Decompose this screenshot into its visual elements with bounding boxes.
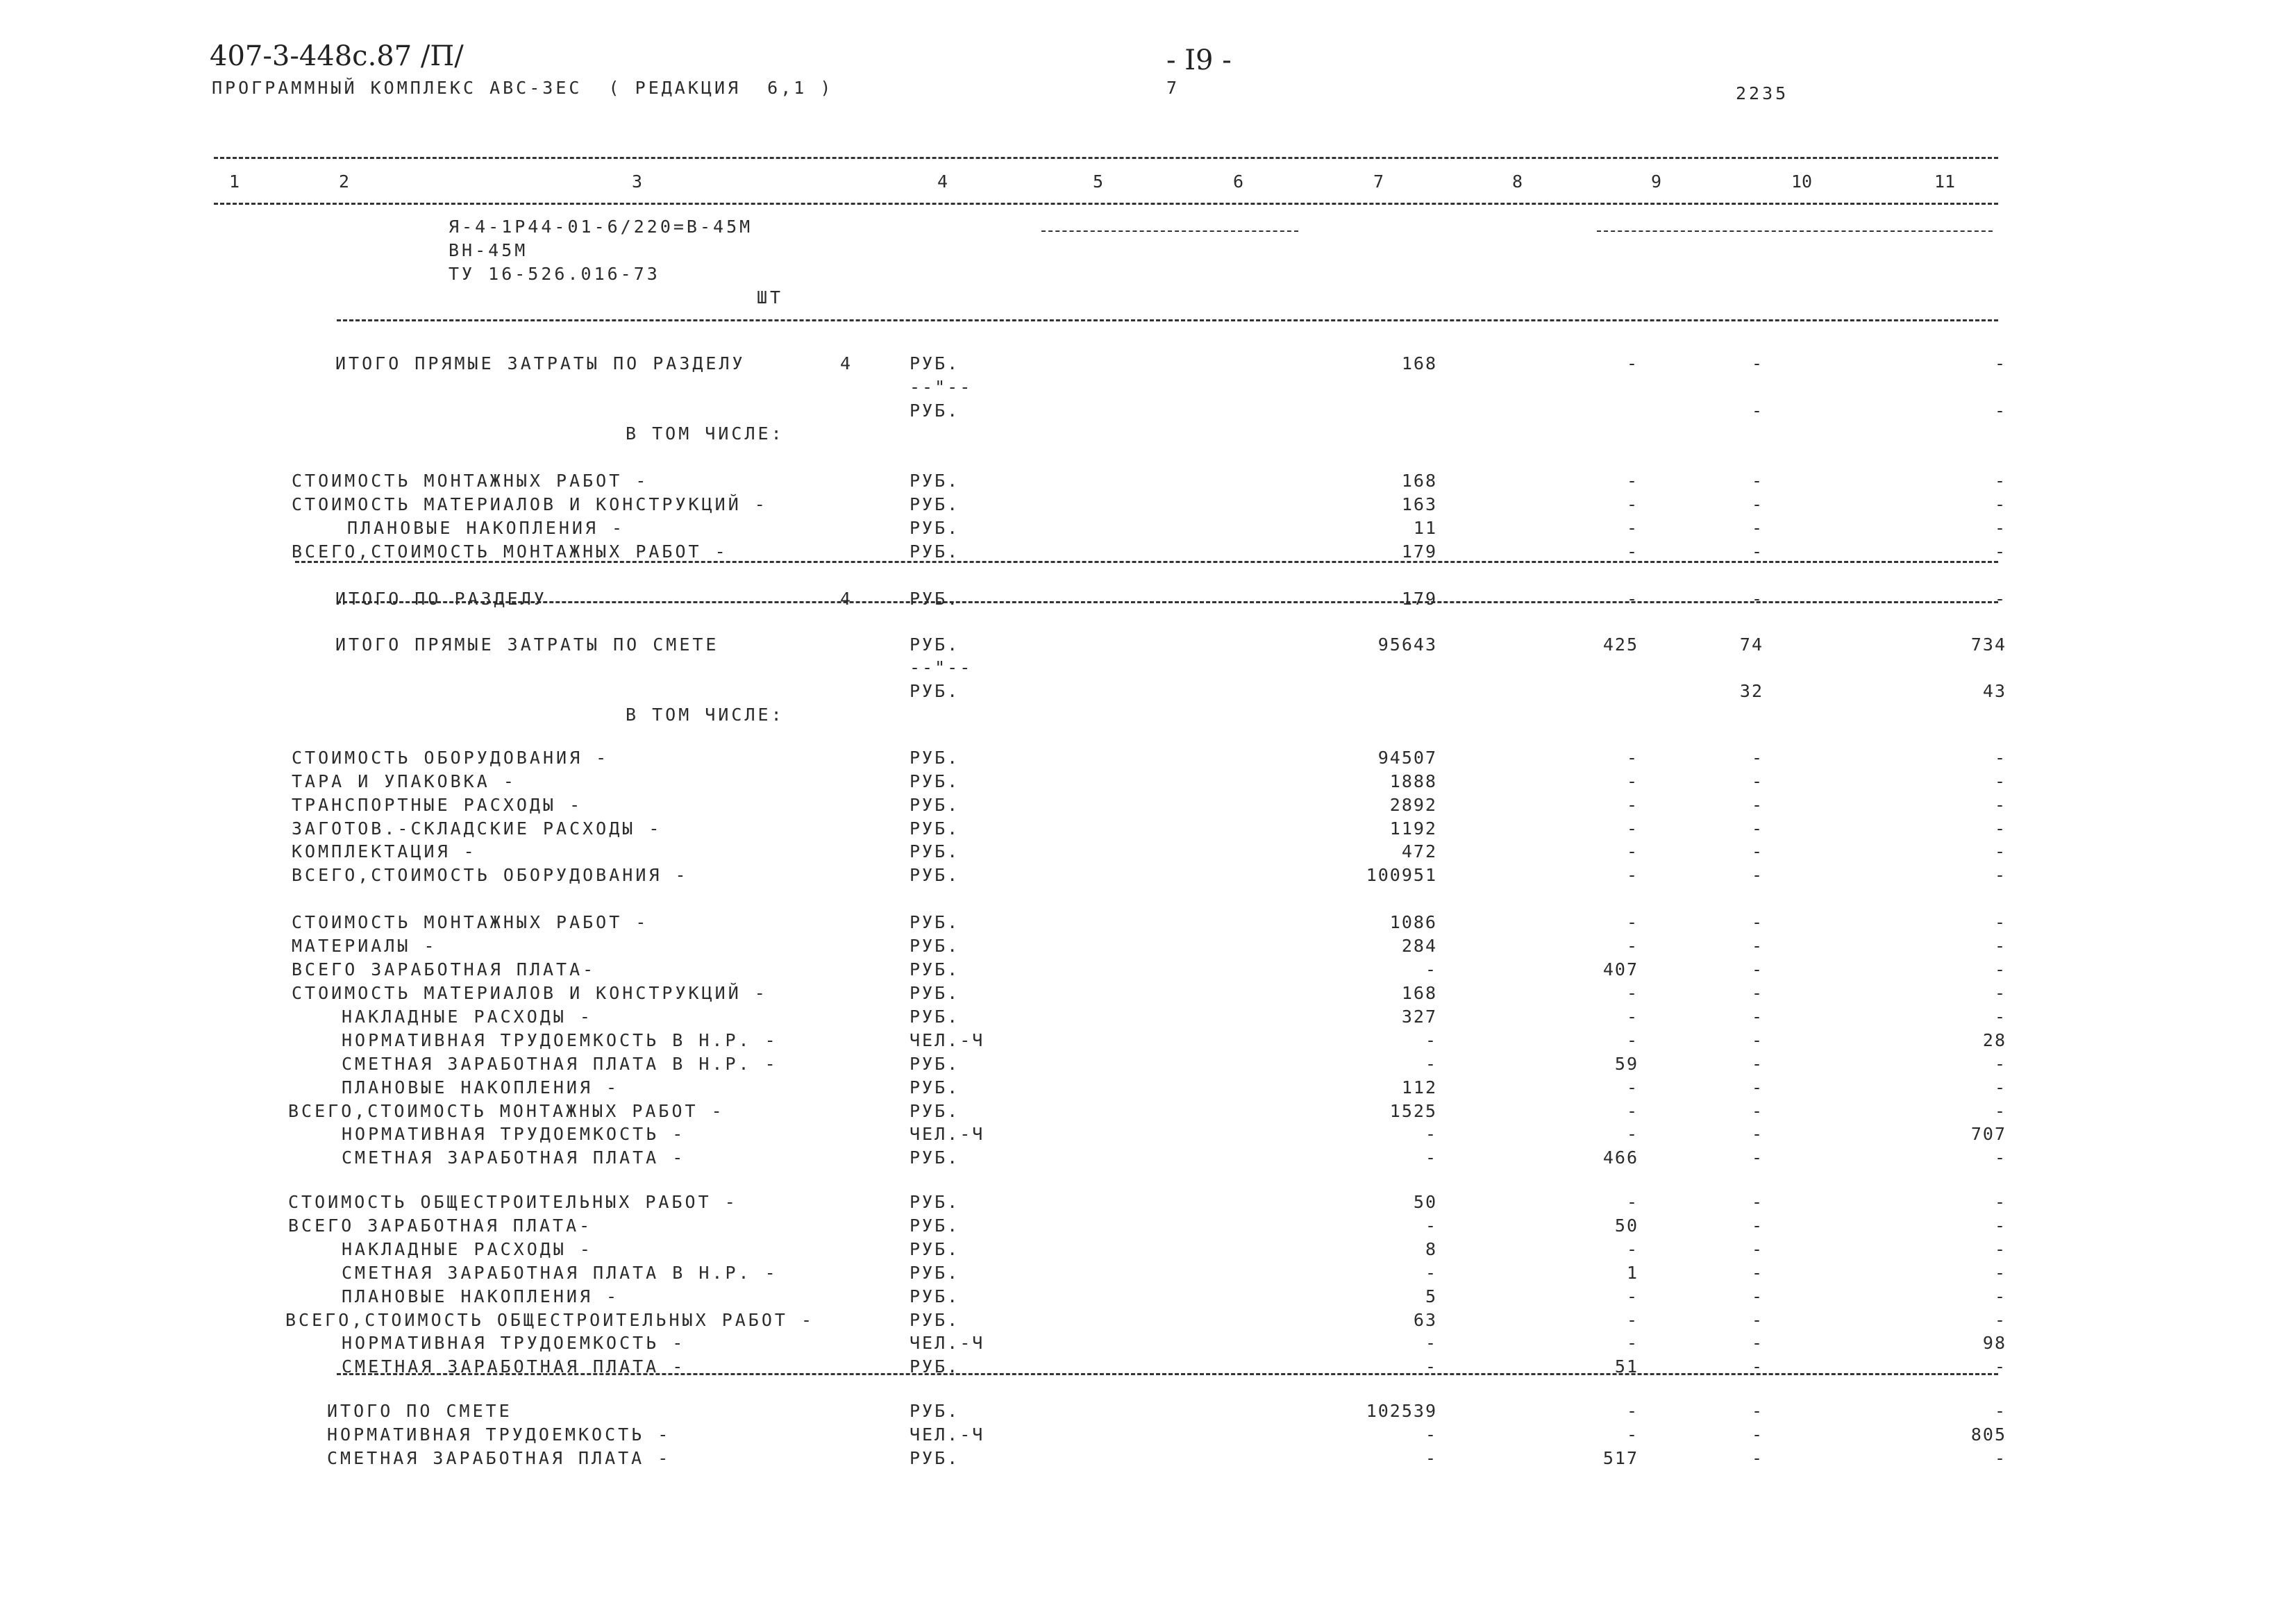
column-header: 1: [229, 171, 240, 192]
row-unit: РУБ.: [910, 936, 960, 956]
row-unit: РУБ.: [910, 401, 960, 421]
cell-col9: -: [1751, 748, 1763, 768]
row-unit: --"--: [910, 377, 973, 397]
cell-col11: -: [1994, 589, 2006, 609]
cell-col8: -: [1626, 494, 1639, 514]
cell-col11: 734: [1970, 634, 2006, 655]
cell-col7: 50: [1413, 1192, 1437, 1212]
cell-col8: -: [1626, 1007, 1639, 1027]
item-unit: ШТ: [757, 287, 784, 308]
cell-col9: -: [1751, 1356, 1763, 1377]
cell-col9: -: [1751, 1263, 1763, 1283]
column-header: 10: [1791, 171, 1813, 192]
row-unit: ЧЕЛ.-Ч: [910, 1030, 985, 1050]
cell-col11: -: [1994, 865, 2006, 885]
row-unit: РУБ.: [910, 1239, 960, 1259]
cell-col11: -: [1994, 353, 2006, 373]
row-unit: --"--: [910, 657, 973, 678]
row-label: СМЕТНАЯ ЗАРАБОТНАЯ ПЛАТА В Н.Р. -: [342, 1263, 778, 1283]
cell-col8: -: [1626, 818, 1639, 839]
cell-col8: -: [1626, 771, 1639, 791]
row-unit: РУБ.: [910, 494, 960, 514]
column-header: 11: [1934, 171, 1956, 192]
cell-col11: -: [1994, 936, 2006, 956]
cell-col7: 179: [1401, 541, 1437, 562]
row-label: СТОИМОСТЬ ОБЩЕСТРОИТЕЛЬНЫХ РАБОТ -: [288, 1192, 738, 1212]
row-label: СМЕТНАЯ ЗАРАБОТНАЯ ПЛАТА -: [342, 1356, 686, 1377]
cell-col9: -: [1751, 401, 1763, 421]
row-unit: РУБ.: [910, 1077, 960, 1098]
cell-col8: -: [1626, 471, 1639, 491]
cell-col7: 95643: [1377, 634, 1437, 655]
row-label: СТОИМОСТЬ МАТЕРИАЛОВ И КОНСТРУКЦИЙ -: [292, 494, 768, 514]
cell-col11: 707: [1970, 1124, 2006, 1144]
row-unit: РУБ.: [910, 795, 960, 815]
cell-col8: 517: [1602, 1448, 1639, 1468]
cell-col9: -: [1751, 1310, 1763, 1330]
row-section-number: 4: [840, 589, 854, 609]
cell-col11: -: [1994, 1286, 2006, 1306]
cell-col9: -: [1751, 983, 1763, 1003]
cell-col11: -: [1994, 748, 2006, 768]
cell-col9: -: [1751, 1030, 1763, 1050]
cell-col9: -: [1751, 494, 1763, 514]
cell-col11: -: [1994, 471, 2006, 491]
header-field-code: 2235: [1736, 83, 1789, 103]
column-header: 3: [632, 171, 643, 192]
row-unit: РУБ.: [910, 589, 960, 609]
cell-col8: 407: [1602, 959, 1639, 979]
row-unit: РУБ.: [910, 1147, 960, 1168]
cell-col9: -: [1751, 771, 1763, 791]
row-label: ИТОГО ПРЯМЫЕ ЗАТРАТЫ ПО СМЕТЕ: [335, 634, 719, 655]
cell-col7: 94507: [1377, 748, 1437, 768]
row-unit: РУБ.: [910, 353, 960, 373]
cell-col7: 284: [1401, 936, 1437, 956]
cell-col7: 168: [1401, 983, 1437, 1003]
row-unit: РУБ.: [910, 1192, 960, 1212]
cell-col11: -: [1994, 959, 2006, 979]
header-bottom-rule: [214, 203, 1998, 205]
cell-col7: 327: [1401, 1007, 1437, 1027]
cell-col8: -: [1626, 912, 1639, 932]
cell-col7: 163: [1401, 494, 1437, 514]
cell-col9: -: [1751, 1101, 1763, 1121]
row-unit: РУБ.: [910, 541, 960, 562]
row-label: СТОИМОСТЬ МОНТАЖНЫХ РАБОТ -: [292, 471, 649, 491]
row-label: НАКЛАДНЫЕ РАСХОДЫ -: [342, 1239, 593, 1259]
cell-col9: -: [1751, 518, 1763, 538]
cell-col11: -: [1994, 1448, 2006, 1468]
row-unit: ЧЕЛ.-Ч: [910, 1124, 985, 1144]
cell-col7: 1086: [1389, 912, 1437, 932]
row-unit: РУБ.: [910, 1216, 960, 1236]
cell-col11: -: [1994, 912, 2006, 932]
row-label: МАТЕРИАЛЫ -: [292, 936, 437, 956]
cell-col11: -: [1994, 1007, 2006, 1027]
row-unit: РУБ.: [910, 471, 960, 491]
cell-col11: -: [1994, 401, 2006, 421]
row-unit: РУБ.: [910, 1286, 960, 1306]
item-model: ВН-45М: [449, 240, 528, 260]
row-unit: РУБ.: [910, 1448, 960, 1468]
row-label: НОРМАТИВНАЯ ТРУДОЕМКОСТЬ -: [342, 1124, 686, 1144]
cell-col7: 112: [1401, 1077, 1437, 1098]
column-header: 9: [1651, 171, 1662, 192]
cell-col9: -: [1751, 818, 1763, 839]
cell-col8: -: [1626, 1286, 1639, 1306]
row-label: СМЕТНАЯ ЗАРАБОТНАЯ ПЛАТА В Н.Р. -: [342, 1054, 778, 1074]
row-unit: РУБ.: [910, 681, 960, 701]
cell-col11: -: [1994, 983, 2006, 1003]
item-dash-9-11: [1597, 230, 1993, 232]
page-number: - I9 -: [1166, 44, 1232, 76]
cell-col9: -: [1751, 1286, 1763, 1306]
row-unit: РУБ.: [910, 1054, 960, 1074]
cell-col11: -: [1994, 1054, 2006, 1074]
cell-col9: -: [1751, 1007, 1763, 1027]
cell-col9: 32: [1739, 681, 1763, 701]
cell-col8: 466: [1602, 1147, 1639, 1168]
row-label: ВСЕГО,СТОИМОСТЬ МОНТАЖНЫХ РАБОТ -: [292, 541, 728, 562]
cell-col9: -: [1751, 1448, 1763, 1468]
document-code: 407-3-448с.87 /П/: [210, 40, 464, 72]
section-rule: [337, 319, 1998, 321]
row-unit: РУБ.: [910, 771, 960, 791]
cell-col9: -: [1751, 1077, 1763, 1098]
cell-col9: -: [1751, 353, 1763, 373]
cell-col7: -: [1425, 1147, 1437, 1168]
cell-col8: -: [1626, 795, 1639, 815]
column-header: 2: [339, 171, 350, 192]
cell-col7: -: [1425, 1263, 1437, 1283]
cell-col9: -: [1751, 841, 1763, 861]
cell-col11: -: [1994, 1101, 2006, 1121]
cell-col11: -: [1994, 541, 2006, 562]
cell-col11: 43: [1982, 681, 2006, 701]
cell-col11: 28: [1982, 1030, 2006, 1050]
row-unit: РУБ.: [910, 634, 960, 655]
row-label: СМЕТНАЯ ЗАРАБОТНАЯ ПЛАТА -: [342, 1147, 686, 1168]
row-label: ТРАНСПОРТНЫЕ РАСХОДЫ -: [292, 795, 583, 815]
program-title: ПРОГРАММНЫЙ КОМПЛЕКС АВС-3ЕС ( РЕДАКЦИЯ 6,1 ): [212, 78, 834, 98]
cell-col7: 8: [1425, 1239, 1437, 1259]
cell-col7: -: [1425, 1030, 1437, 1050]
cell-col11: -: [1994, 1147, 2006, 1168]
row-label: НОРМАТИВНАЯ ТРУДОЕМКОСТЬ В Н.Р. -: [342, 1030, 778, 1050]
row-label: ИТОГО ПО РАЗДЕЛУ: [335, 589, 547, 609]
row-label: СМЕТНАЯ ЗАРАБОТНАЯ ПЛАТА -: [327, 1448, 671, 1468]
cell-col11: -: [1994, 771, 2006, 791]
row-label: КОМПЛЕКТАЦИЯ -: [292, 841, 477, 861]
cell-col8: 59: [1614, 1054, 1639, 1074]
row-unit: РУБ.: [910, 841, 960, 861]
cell-col9: -: [1751, 1192, 1763, 1212]
cell-col7: 1525: [1389, 1101, 1437, 1121]
column-header: 5: [1093, 171, 1104, 192]
cell-col7: -: [1425, 1356, 1437, 1377]
cell-col9: -: [1751, 1216, 1763, 1236]
row-label: ПЛАНОВЫЕ НАКОПЛЕНИЯ -: [342, 1077, 620, 1098]
cell-col7: 179: [1401, 589, 1437, 609]
cell-col11: -: [1994, 1192, 2006, 1212]
row-unit: РУБ.: [910, 983, 960, 1003]
cell-col8: 51: [1614, 1356, 1639, 1377]
row-unit: РУБ.: [910, 818, 960, 839]
cell-col9: -: [1751, 795, 1763, 815]
row-label: ВСЕГО,СТОИМОСТЬ ОБЩЕСТРОИТЕЛЬНЫХ РАБОТ -: [285, 1310, 815, 1330]
column-header: 6: [1233, 171, 1244, 192]
row-label: В ТОМ ЧИСЛЕ:: [626, 705, 785, 725]
table-top-rule: [214, 157, 1998, 159]
cell-col7: 168: [1401, 471, 1437, 491]
row-label: ИТОГО ПРЯМЫЕ ЗАТРАТЫ ПО РАЗДЕЛУ: [335, 353, 746, 373]
cell-col11: -: [1994, 795, 2006, 815]
cell-col7: -: [1425, 959, 1437, 979]
cell-col7: -: [1425, 1424, 1437, 1445]
row-label: ТАРА И УПАКОВКА -: [292, 771, 517, 791]
cell-col11: 805: [1970, 1424, 2006, 1445]
cell-col7: 168: [1401, 353, 1437, 373]
cell-col11: -: [1994, 518, 2006, 538]
cell-col8: -: [1626, 1101, 1639, 1121]
cell-col9: -: [1751, 541, 1763, 562]
row-label: НОРМАТИВНАЯ ТРУДОЕМКОСТЬ -: [327, 1424, 671, 1445]
row-unit: РУБ.: [910, 518, 960, 538]
cell-col7: 2892: [1389, 795, 1437, 815]
cell-col9: -: [1751, 471, 1763, 491]
cell-col8: 50: [1614, 1216, 1639, 1236]
cell-col8: -: [1626, 748, 1639, 768]
cell-col11: -: [1994, 818, 2006, 839]
cell-col8: -: [1626, 936, 1639, 956]
cell-col11: -: [1994, 1263, 2006, 1283]
item-spec: ТУ 16-526.016-73: [449, 264, 660, 284]
item-dash-5-6: [1041, 230, 1298, 232]
cell-col11: -: [1994, 1216, 2006, 1236]
row-label: СТОИМОСТЬ МАТЕРИАЛОВ И КОНСТРУКЦИЙ -: [292, 983, 768, 1003]
cell-col7: 102539: [1366, 1401, 1437, 1421]
cell-col11: -: [1994, 1401, 2006, 1421]
cell-col9: -: [1751, 1124, 1763, 1144]
row-unit: РУБ.: [910, 1310, 960, 1330]
cell-col7: 63: [1413, 1310, 1437, 1330]
cell-col8: -: [1626, 541, 1639, 562]
row-section-number: 4: [840, 353, 854, 373]
cell-col9: -: [1751, 912, 1763, 932]
cell-col7: -: [1425, 1124, 1437, 1144]
cell-col7: 11: [1413, 518, 1437, 538]
cell-col9: -: [1751, 1424, 1763, 1445]
cell-col9: -: [1751, 1054, 1763, 1074]
row-unit: РУБ.: [910, 1101, 960, 1121]
row-label: ВСЕГО,СТОИМОСТЬ ОБОРУДОВАНИЯ -: [292, 865, 689, 885]
cell-col8: -: [1626, 353, 1639, 373]
row-label: СТОИМОСТЬ МОНТАЖНЫХ РАБОТ -: [292, 912, 649, 932]
cell-col11: -: [1994, 1356, 2006, 1377]
row-label: СТОИМОСТЬ ОБОРУДОВАНИЯ -: [292, 748, 610, 768]
cell-col11: -: [1994, 1239, 2006, 1259]
column-header: 8: [1512, 171, 1523, 192]
cell-col9: -: [1751, 936, 1763, 956]
column-header: 7: [1373, 171, 1384, 192]
row-label: ПЛАНОВЫЕ НАКОПЛЕНИЯ -: [347, 518, 626, 538]
cell-col9: -: [1751, 959, 1763, 979]
cell-col7: -: [1425, 1054, 1437, 1074]
row-unit: РУБ.: [910, 748, 960, 768]
row-label: ВСЕГО ЗАРАБОТНАЯ ПЛАТА-: [288, 1216, 593, 1236]
row-label: ВСЕГО ЗАРАБОТНАЯ ПЛАТА-: [292, 959, 596, 979]
item-code: Я-4-1Р44-01-6/220=В-45М: [449, 217, 753, 237]
cell-col7: -: [1425, 1448, 1437, 1468]
cell-col7: 472: [1401, 841, 1437, 861]
cell-col8: -: [1626, 1030, 1639, 1050]
cell-col8: -: [1626, 1424, 1639, 1445]
header-field-7: 7: [1166, 78, 1180, 98]
cell-col11: -: [1994, 841, 2006, 861]
cell-col8: -: [1626, 518, 1639, 538]
cell-col11: -: [1994, 494, 2006, 514]
cell-col7: 5: [1425, 1286, 1437, 1306]
cell-col11: -: [1994, 1077, 2006, 1098]
cell-col8: -: [1626, 589, 1639, 609]
cell-col8: -: [1626, 841, 1639, 861]
cell-col11: 98: [1982, 1333, 2006, 1353]
cell-col7: 1888: [1389, 771, 1437, 791]
cell-col7: -: [1425, 1216, 1437, 1236]
cell-col8: -: [1626, 983, 1639, 1003]
row-unit: РУБ.: [910, 1007, 960, 1027]
cell-col9: -: [1751, 1147, 1763, 1168]
cell-col8: -: [1626, 1310, 1639, 1330]
cell-col9: -: [1751, 1239, 1763, 1259]
column-header: 4: [937, 171, 948, 192]
row-label: ВСЕГО,СТОИМОСТЬ МОНТАЖНЫХ РАБОТ -: [288, 1101, 725, 1121]
cell-col8: -: [1626, 1124, 1639, 1144]
row-unit: РУБ.: [910, 959, 960, 979]
row-label: НОРМАТИВНАЯ ТРУДОЕМКОСТЬ -: [342, 1333, 686, 1353]
cell-col9: 74: [1739, 634, 1763, 655]
cell-col9: -: [1751, 865, 1763, 885]
row-unit: РУБ.: [910, 1401, 960, 1421]
cell-col8: -: [1626, 1192, 1639, 1212]
row-unit: РУБ.: [910, 1263, 960, 1283]
cell-col8: -: [1626, 1333, 1639, 1353]
cell-col7: 100951: [1366, 865, 1437, 885]
cell-col7: -: [1425, 1333, 1437, 1353]
row-unit: РУБ.: [910, 912, 960, 932]
cell-col8: -: [1626, 1239, 1639, 1259]
row-label: ИТОГО ПО СМЕТЕ: [327, 1401, 512, 1421]
cell-col7: 1192: [1389, 818, 1437, 839]
row-label: НАКЛАДНЫЕ РАСХОДЫ -: [342, 1007, 593, 1027]
cell-col9: -: [1751, 589, 1763, 609]
row-unit: ЧЕЛ.-Ч: [910, 1424, 985, 1445]
cell-col9: -: [1751, 1333, 1763, 1353]
cell-col9: -: [1751, 1401, 1763, 1421]
row-label: В ТОМ ЧИСЛЕ:: [626, 423, 785, 444]
cell-col8: -: [1626, 1077, 1639, 1098]
row-label: ПЛАНОВЫЕ НАКОПЛЕНИЯ -: [342, 1286, 620, 1306]
cell-col8: 1: [1626, 1263, 1639, 1283]
cell-col8: -: [1626, 865, 1639, 885]
row-unit: РУБ.: [910, 865, 960, 885]
cell-col8: -: [1626, 1401, 1639, 1421]
row-unit: ЧЕЛ.-Ч: [910, 1333, 985, 1353]
row-label: ЗАГОТОВ.-СКЛАДСКИЕ РАСХОДЫ -: [292, 818, 662, 839]
cell-col11: -: [1994, 1310, 2006, 1330]
cell-col8: 425: [1602, 634, 1639, 655]
row-unit: РУБ.: [910, 1356, 960, 1377]
